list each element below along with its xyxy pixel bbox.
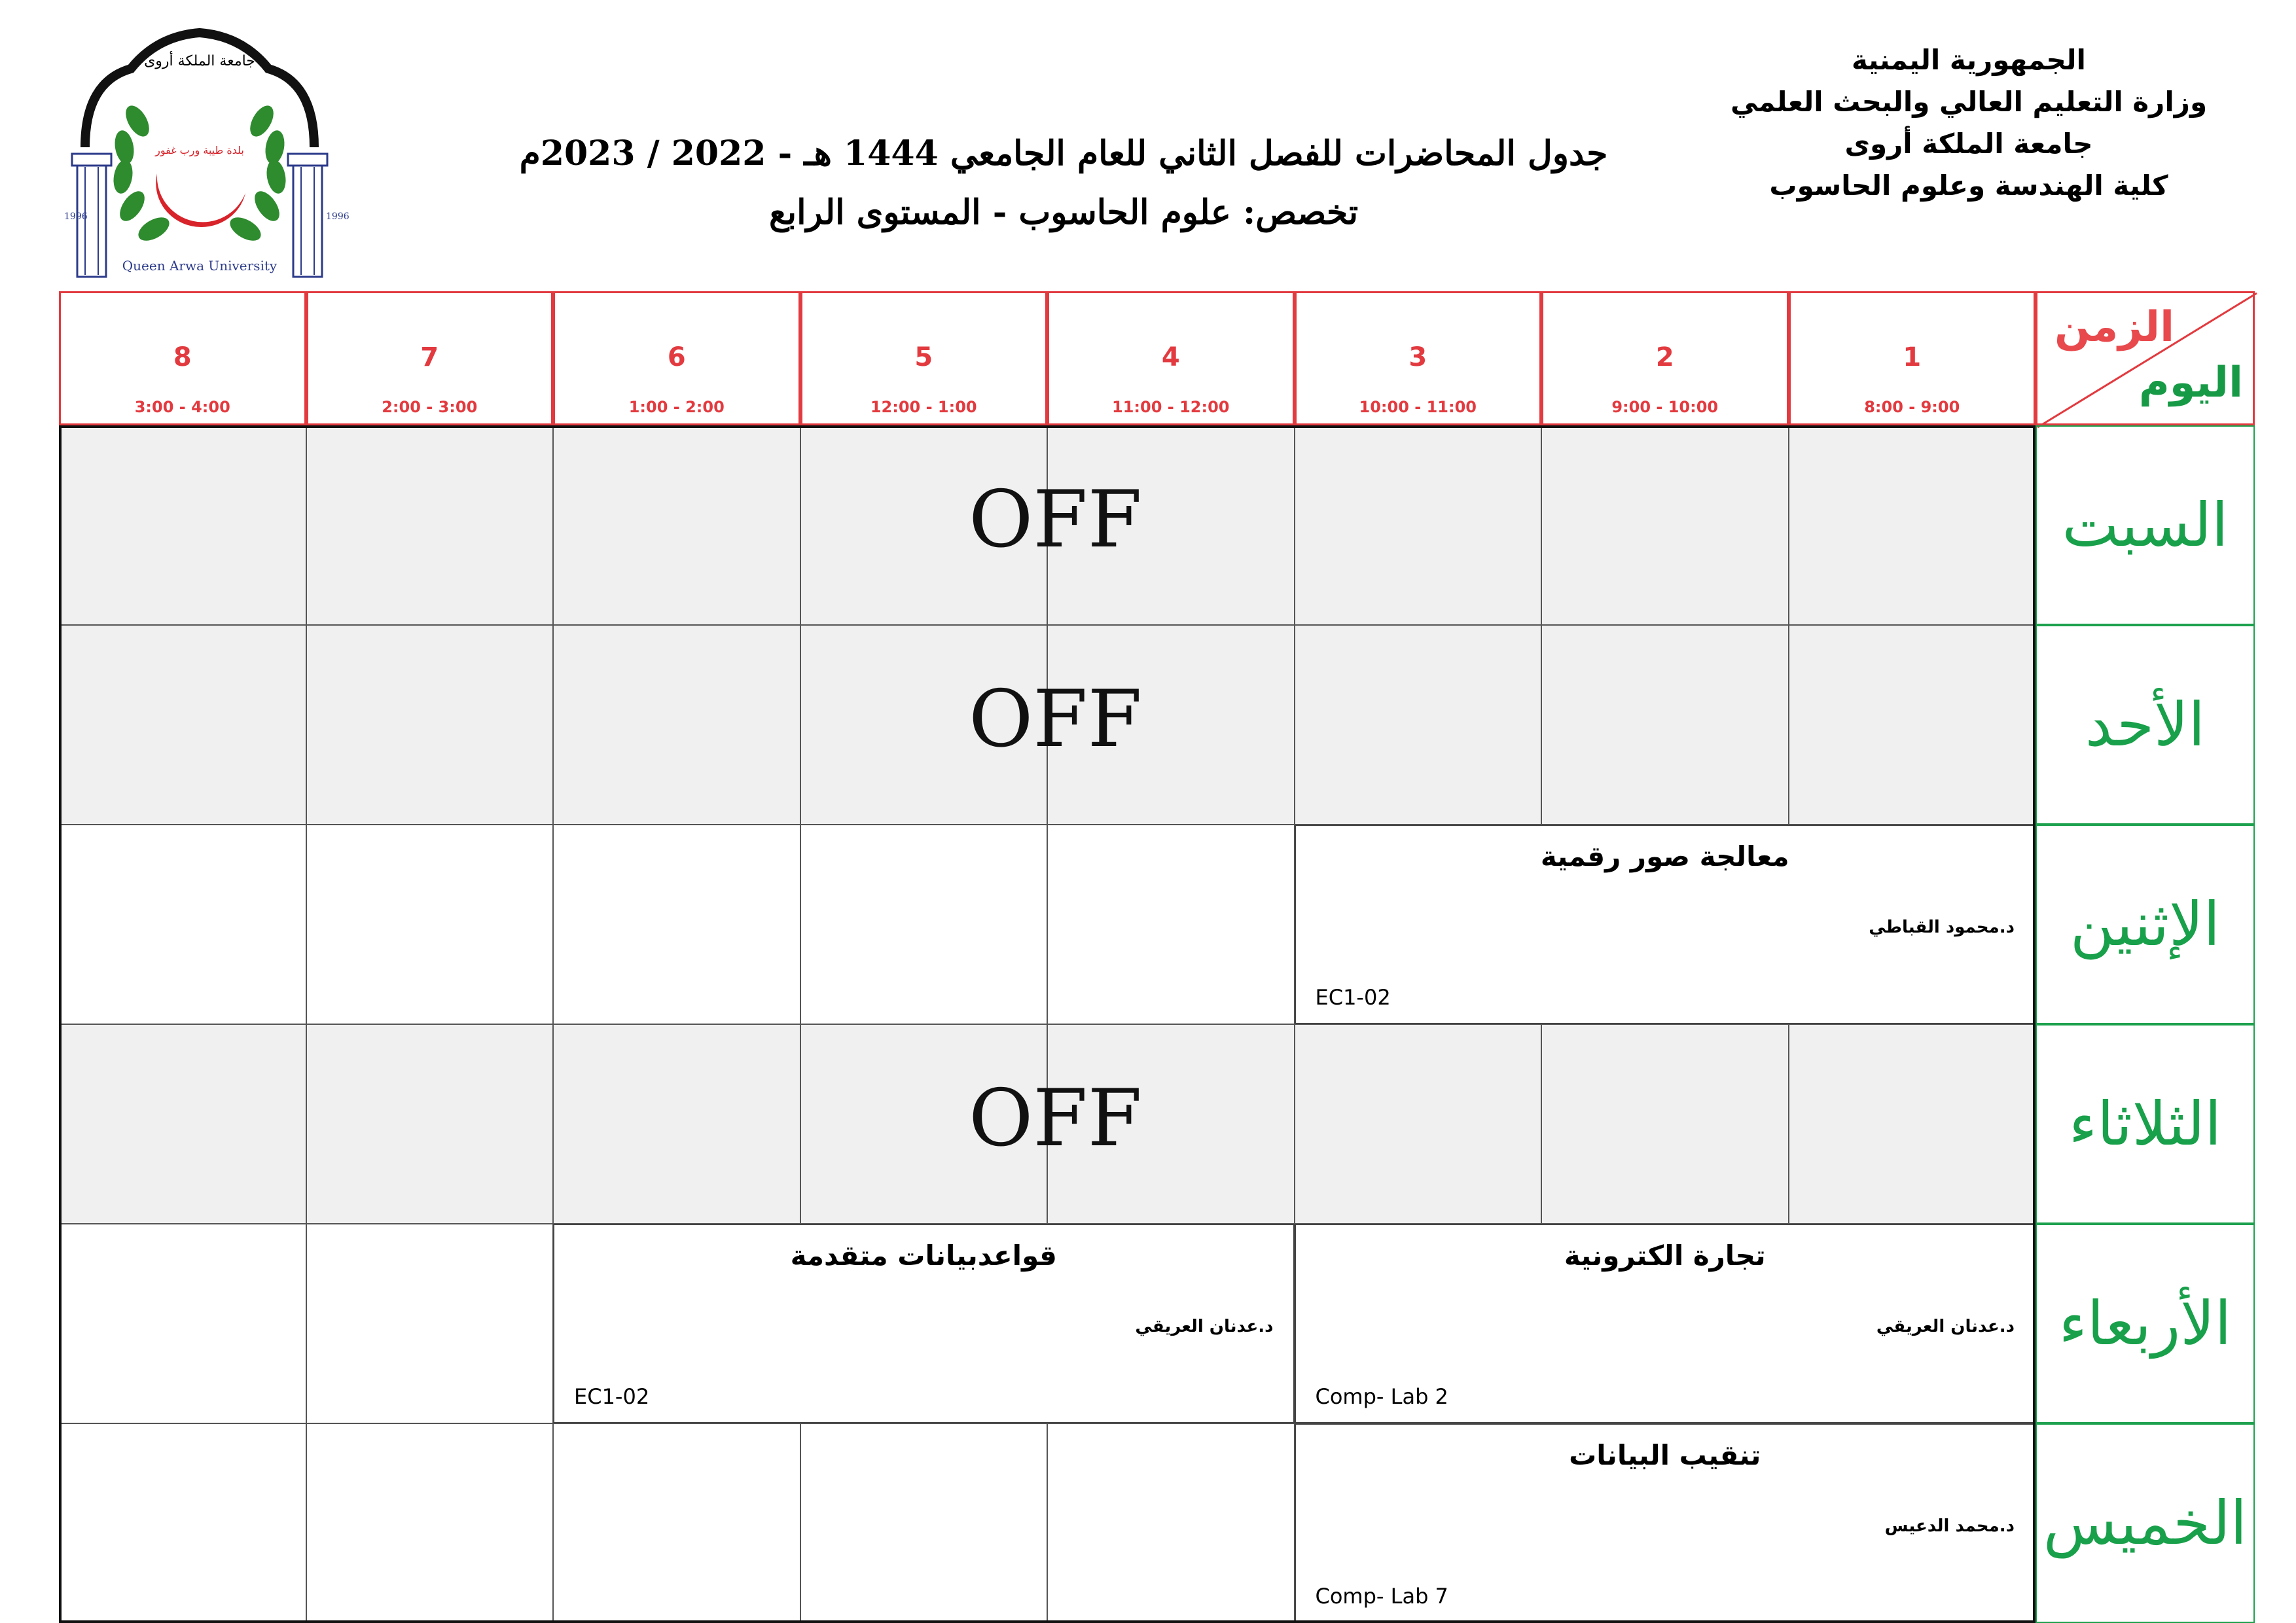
period-header-8 <box>59 291 306 425</box>
schedule-cell[interactable] <box>306 625 554 825</box>
schedule-cell[interactable] <box>59 825 306 1024</box>
logo-year-left: 1996 <box>64 211 88 222</box>
period-header-5 <box>800 291 1048 425</box>
period-number: 6 <box>667 342 686 372</box>
course-room: Comp- Lab 7 <box>1315 1584 1448 1609</box>
schedule-cell[interactable] <box>306 825 554 1024</box>
off-day-label: OFF <box>969 474 1142 565</box>
schedule-cell[interactable] <box>306 425 554 625</box>
day-label-4: الأربعاء <box>2036 1224 2255 1423</box>
header-line-university: جامعة الملكة أروى <box>1844 128 2093 160</box>
logo-year-right: 1996 <box>326 211 350 222</box>
schedule-cell[interactable] <box>553 1024 800 1224</box>
period-number: 3 <box>1408 342 1427 372</box>
period-number: 5 <box>914 342 933 372</box>
schedule-cell[interactable] <box>1295 1024 1542 1224</box>
period-number: 2 <box>1655 342 1674 372</box>
header-line-ministry: وزارة التعليم العالي والبحث العلمي <box>1730 86 2208 118</box>
schedule-cell[interactable] <box>59 1423 306 1623</box>
schedule-title-line1: جدول المحاضرات للفصل الثاني للعام الجامعي 1444 هـ - 2022 / 2023م <box>519 134 1608 173</box>
period-header-3 <box>1295 291 1542 425</box>
period-time: 8:00 - 9:00 <box>1864 398 1960 416</box>
course-block[interactable] <box>1295 825 2036 1024</box>
day-label-1: الأحد <box>2036 625 2255 825</box>
course-block[interactable] <box>1295 1423 2036 1623</box>
period-time: 11:00 - 12:00 <box>1112 398 1230 416</box>
course-room: EC1-02 <box>574 1384 650 1409</box>
day-label-3: الثلاثاء <box>2036 1024 2255 1224</box>
course-room: Comp- Lab 2 <box>1315 1384 1448 1409</box>
schedule-cell[interactable] <box>59 425 306 625</box>
period-header-4 <box>1047 291 1295 425</box>
schedule-cell[interactable] <box>553 1423 800 1623</box>
course-instructor: د.عدنان العريقي <box>1135 1317 1274 1336</box>
schedule-cell[interactable] <box>1541 425 1789 625</box>
schedule-cell[interactable] <box>1789 1024 2036 1224</box>
schedule-cell[interactable] <box>1047 825 1295 1024</box>
schedule-cell[interactable] <box>306 1423 554 1623</box>
course-name: قواعدبيانات متقدمة <box>790 1240 1057 1272</box>
period-time: 12:00 - 1:00 <box>870 398 977 416</box>
period-number: 7 <box>420 342 439 372</box>
schedule-cell[interactable] <box>800 825 1048 1024</box>
course-block[interactable] <box>553 1224 1295 1423</box>
course-name: معالجة صور رقمية <box>1540 840 1789 872</box>
day-label-0: السبت <box>2036 425 2255 625</box>
schedule-cell[interactable] <box>306 1224 554 1423</box>
period-time: 1:00 - 2:00 <box>628 398 725 416</box>
schedule-cell[interactable] <box>553 625 800 825</box>
period-header-2 <box>1541 291 1789 425</box>
period-number: 1 <box>1903 342 1922 372</box>
day-label-2: الإثنين <box>2036 825 2255 1024</box>
period-time: 9:00 - 10:00 <box>1611 398 1719 416</box>
period-header-6 <box>553 291 800 425</box>
schedule-title <box>458 124 1669 242</box>
course-block[interactable] <box>1295 1224 2036 1423</box>
day-label-5: الخميس <box>2036 1423 2255 1623</box>
day-axis-label: اليوم <box>2138 359 2243 407</box>
period-number: 4 <box>1161 342 1180 372</box>
course-instructor: د.محمود القباطي <box>1869 918 2015 937</box>
header-line-country: الجمهورية اليمنية <box>1852 44 2086 76</box>
ministry-header <box>1713 39 2224 207</box>
corner-header <box>2036 291 2255 425</box>
header-line-college: كلية الهندسة وعلوم الحاسوب <box>1769 169 2168 202</box>
course-name: تجارة الكترونية <box>1564 1240 1766 1272</box>
schedule-cell[interactable] <box>553 425 800 625</box>
schedule-cell[interactable] <box>800 1423 1048 1623</box>
logo-top-text: جامعة الملكة أروى <box>144 53 255 69</box>
university-logo <box>59 23 350 285</box>
course-room: EC1-02 <box>1315 985 1391 1010</box>
time-axis-label: الزمن <box>2054 303 2174 351</box>
schedule-cell[interactable] <box>1541 625 1789 825</box>
off-day-label: OFF <box>969 674 1142 765</box>
schedule-cell[interactable] <box>59 1024 306 1224</box>
period-time: 10:00 - 11:00 <box>1359 398 1477 416</box>
course-instructor: د.محمد الدعيس <box>1884 1516 2015 1536</box>
schedule-cell[interactable] <box>1789 625 2036 825</box>
schedule-cell[interactable] <box>59 625 306 825</box>
schedule-table <box>59 291 2255 1623</box>
schedule-cell[interactable] <box>1047 1423 1295 1623</box>
logo-inner-text: بلدة طيبة ورب غفور <box>155 144 244 156</box>
period-header-1 <box>1789 291 2036 425</box>
off-day-label: OFF <box>969 1073 1142 1164</box>
schedule-cell[interactable] <box>59 1224 306 1423</box>
period-time: 2:00 - 3:00 <box>382 398 478 416</box>
period-number: 8 <box>173 342 192 372</box>
period-header-7 <box>306 291 554 425</box>
schedule-cell[interactable] <box>1789 425 2036 625</box>
schedule-cell[interactable] <box>553 825 800 1024</box>
schedule-title-line2: تخصص: علوم الحاسوب - المستوى الرابع <box>768 192 1359 232</box>
schedule-cell[interactable] <box>306 1024 554 1224</box>
course-name: تنقيب البيانات <box>1569 1439 1761 1471</box>
logo-bottom-text: Queen Arwa University <box>122 258 278 274</box>
period-time: 3:00 - 4:00 <box>134 398 230 416</box>
schedule-cell[interactable] <box>1541 1024 1789 1224</box>
schedule-cell[interactable] <box>1295 625 1542 825</box>
schedule-cell[interactable] <box>1295 425 1542 625</box>
course-instructor: د.عدنان العريقي <box>1876 1317 2015 1336</box>
